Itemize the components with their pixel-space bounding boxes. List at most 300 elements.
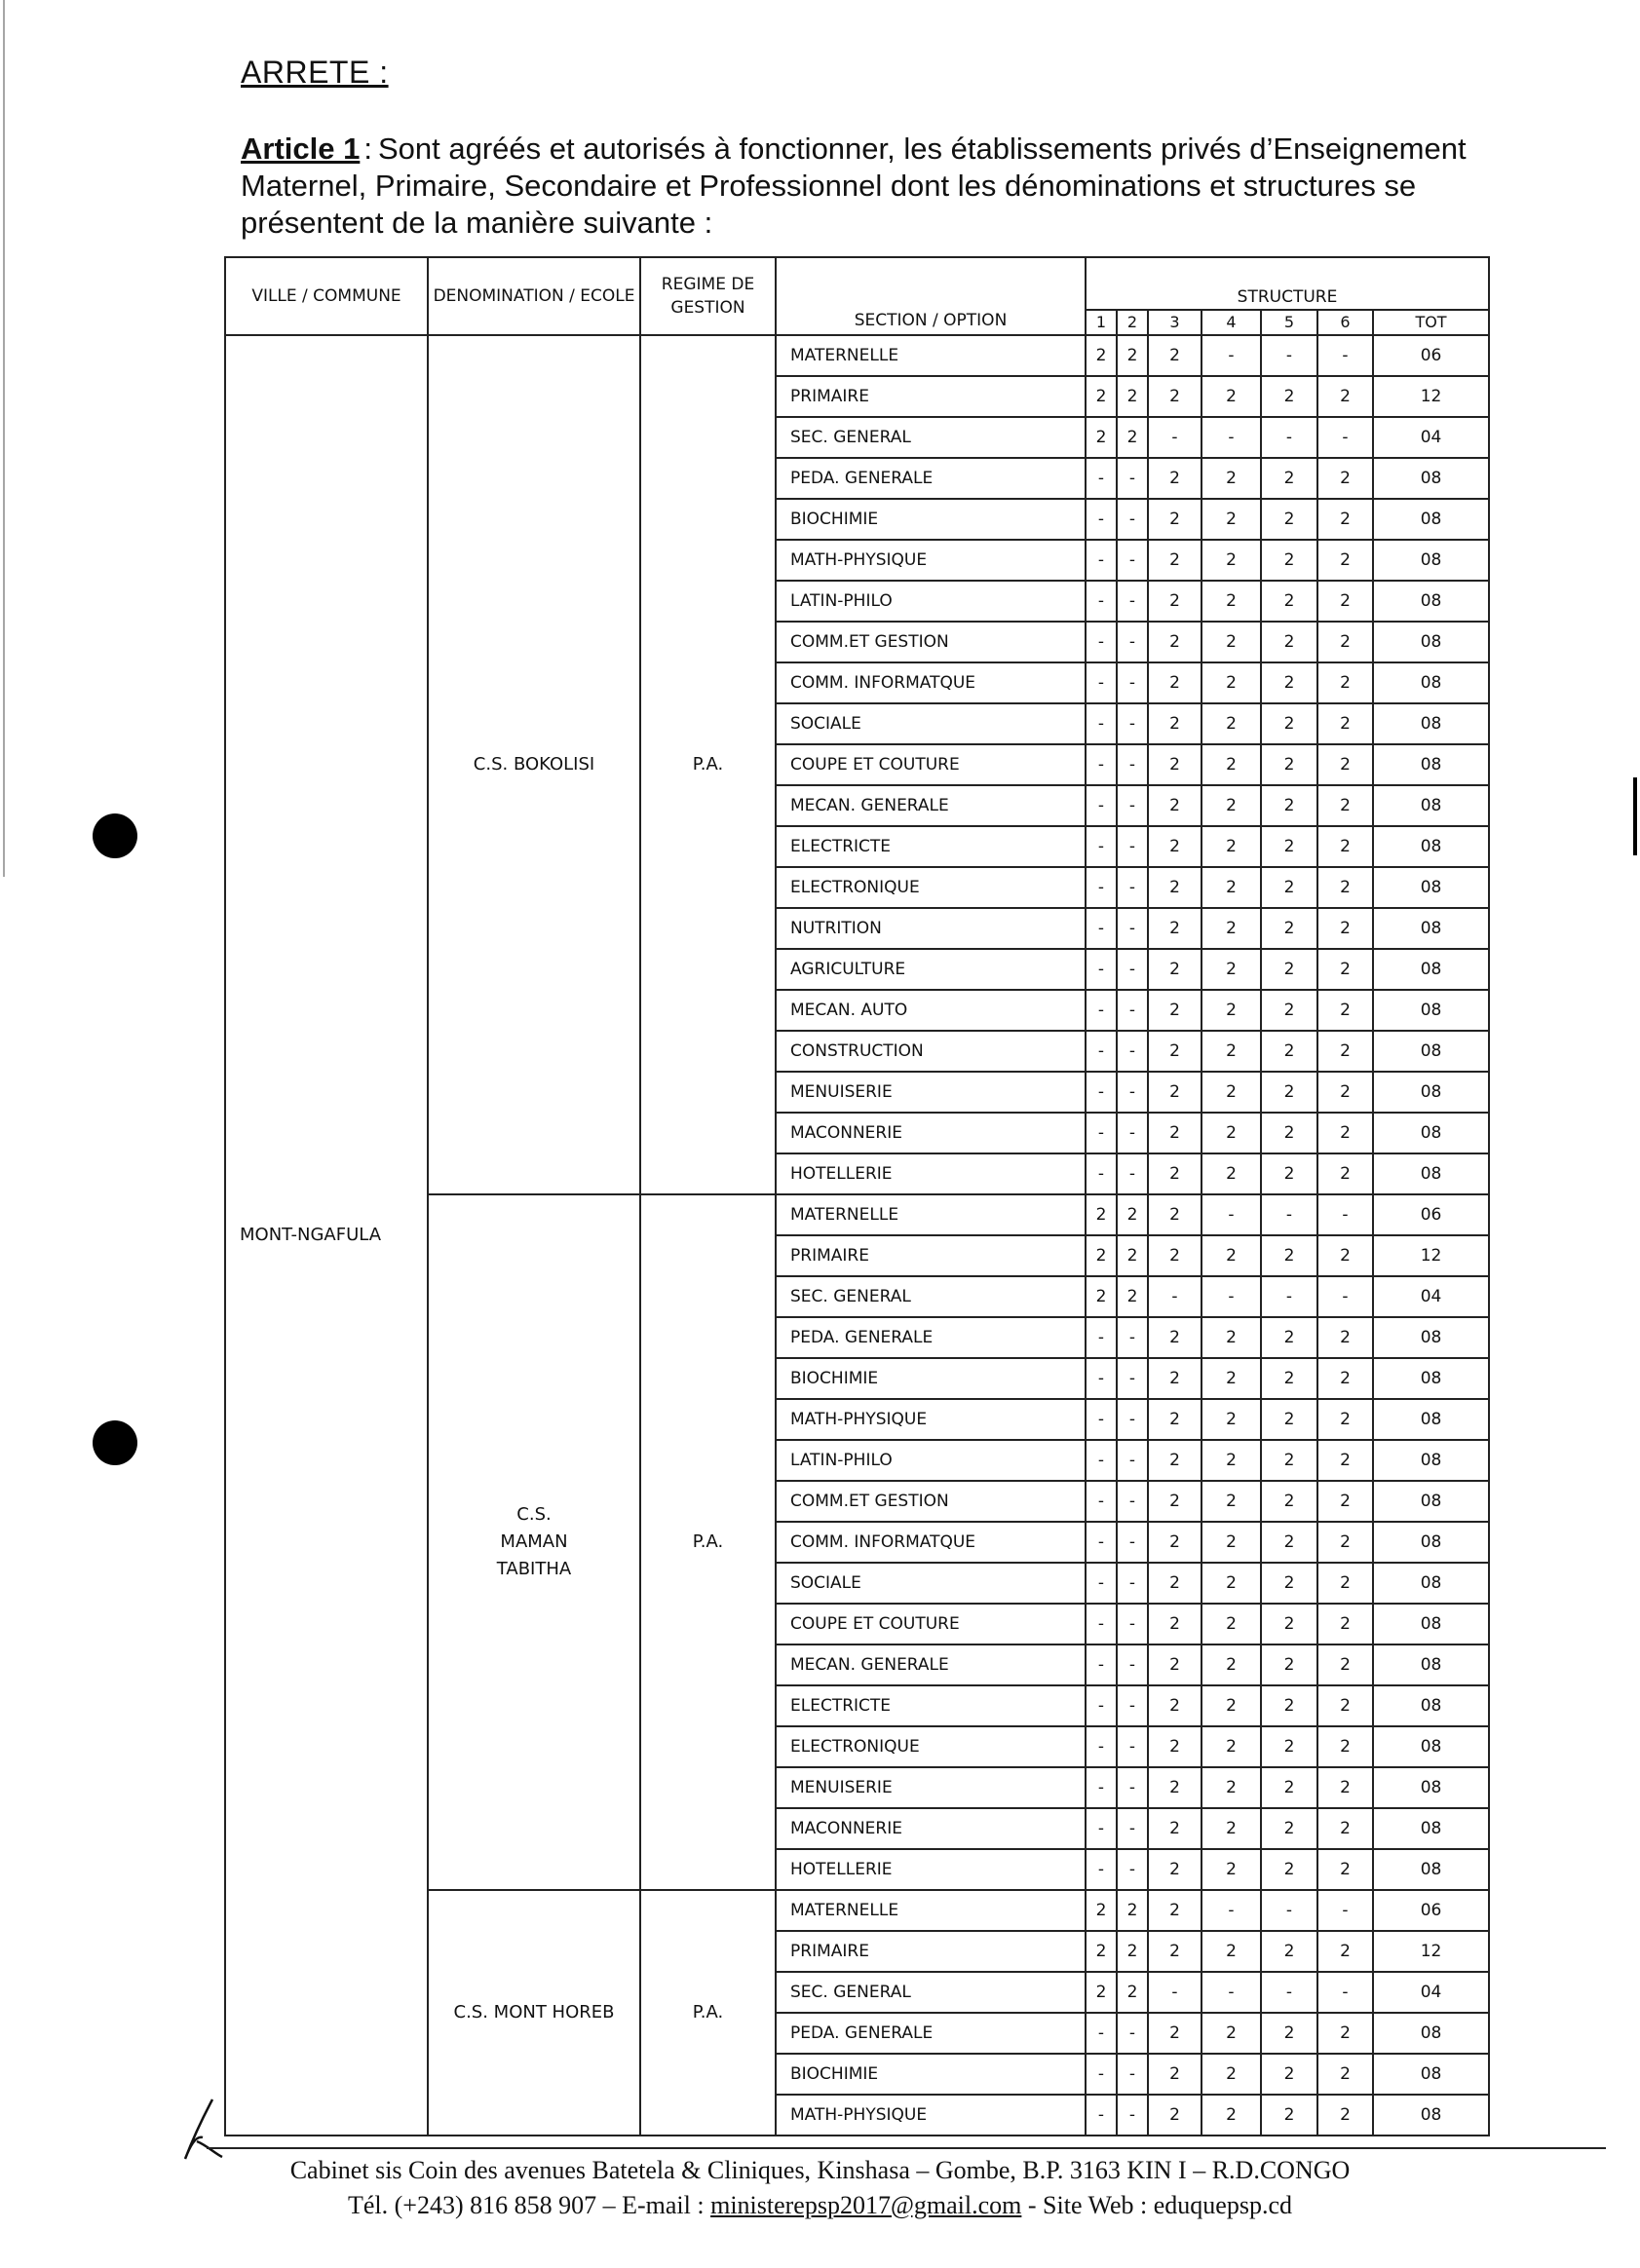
level-cell: -: [1086, 1767, 1117, 1808]
total-cell: 08: [1373, 949, 1489, 990]
level-cell: 2: [1317, 1849, 1373, 1890]
level-cell: 2: [1317, 2095, 1373, 2136]
school-name-cell: C.S. MONT HOREB: [428, 1890, 640, 2136]
level-cell: -: [1086, 1399, 1117, 1440]
section-option-cell: COUPE ET COUTURE: [776, 744, 1086, 785]
level-cell: -: [1086, 2013, 1117, 2054]
level-cell: 2: [1148, 1563, 1201, 1604]
section-option-cell: SEC. GENERAL: [776, 1276, 1086, 1317]
level-cell: -: [1117, 908, 1148, 949]
level-cell: 2: [1086, 1194, 1117, 1235]
level-cell: 2: [1148, 1726, 1201, 1767]
level-cell: 2: [1261, 581, 1317, 622]
level-cell: -: [1086, 785, 1117, 826]
level-cell: 2: [1201, 1358, 1261, 1399]
level-cell: -: [1261, 1276, 1317, 1317]
level-cell: 2: [1148, 1522, 1201, 1563]
level-cell: 2: [1201, 499, 1261, 540]
level-cell: 2: [1317, 867, 1373, 908]
level-cell: 2: [1317, 1440, 1373, 1481]
level-cell: -: [1086, 1726, 1117, 1767]
level-cell: 2: [1201, 949, 1261, 990]
header-total: TOT: [1373, 310, 1489, 335]
section-option-cell: BIOCHIMIE: [776, 1358, 1086, 1399]
level-cell: 2: [1317, 1522, 1373, 1563]
level-cell: 2: [1148, 908, 1201, 949]
level-cell: -: [1086, 1072, 1117, 1113]
level-cell: -: [1317, 1194, 1373, 1235]
total-cell: 04: [1373, 417, 1489, 458]
level-cell: 2: [1261, 949, 1317, 990]
level-cell: -: [1261, 1890, 1317, 1931]
total-cell: 08: [1373, 1440, 1489, 1481]
level-cell: 2: [1148, 1113, 1201, 1153]
section-option-cell: MATH-PHYSIQUE: [776, 2095, 1086, 2136]
level-cell: -: [1117, 1563, 1148, 1604]
level-cell: -: [1086, 1808, 1117, 1849]
level-cell: 2: [1317, 1767, 1373, 1808]
level-cell: 2: [1317, 785, 1373, 826]
footer-address: Cabinet sis Coin des avenues Batetela & Cliniques, Kinshasa – Gombe, B.P. 3163 KIN I – R.D.CONGO: [289, 2156, 1351, 2184]
level-cell: 2: [1317, 1726, 1373, 1767]
section-option-cell: MATERNELLE: [776, 1194, 1086, 1235]
level-cell: 2: [1261, 1931, 1317, 1972]
level-cell: 2: [1148, 990, 1201, 1031]
level-cell: 2: [1261, 662, 1317, 703]
section-option-cell: CONSTRUCTION: [776, 1031, 1086, 1072]
total-cell: 12: [1373, 1235, 1489, 1276]
section-option-cell: SEC. GENERAL: [776, 1972, 1086, 2013]
level-cell: -: [1117, 785, 1148, 826]
level-cell: 2: [1317, 1563, 1373, 1604]
section-option-cell: SOCIALE: [776, 1563, 1086, 1604]
level-cell: -: [1086, 949, 1117, 990]
level-cell: -: [1117, 949, 1148, 990]
level-cell: 2: [1261, 1440, 1317, 1481]
level-cell: -: [1117, 1440, 1148, 1481]
level-cell: -: [1317, 1890, 1373, 1931]
total-cell: 08: [1373, 744, 1489, 785]
level-cell: 2: [1201, 867, 1261, 908]
header-structure: STRUCTURE: [1086, 257, 1489, 310]
level-cell: -: [1117, 1358, 1148, 1399]
section-option-cell: COUPE ET COUTURE: [776, 1604, 1086, 1644]
header-level: 1: [1086, 310, 1117, 335]
regime-cell: P.A.: [640, 1194, 776, 1890]
level-cell: -: [1117, 1767, 1148, 1808]
level-cell: 2: [1148, 335, 1201, 376]
level-cell: -: [1117, 1113, 1148, 1153]
level-cell: 2: [1148, 1604, 1201, 1644]
level-cell: 2: [1261, 785, 1317, 826]
level-cell: 2: [1317, 662, 1373, 703]
level-cell: 2: [1317, 1317, 1373, 1358]
level-cell: -: [1261, 1972, 1317, 2013]
section-option-cell: SOCIALE: [776, 703, 1086, 744]
level-cell: -: [1117, 2013, 1148, 2054]
level-cell: 2: [1317, 1399, 1373, 1440]
level-cell: 2: [1148, 1481, 1201, 1522]
header-level: 3: [1148, 310, 1201, 335]
level-cell: 2: [1317, 1031, 1373, 1072]
level-cell: 2: [1261, 1481, 1317, 1522]
level-cell: 2: [1317, 1644, 1373, 1685]
level-cell: 2: [1317, 703, 1373, 744]
level-cell: 2: [1086, 417, 1117, 458]
level-cell: -: [1086, 1440, 1117, 1481]
level-cell: 2: [1148, 1235, 1201, 1276]
level-cell: 2: [1261, 1235, 1317, 1276]
total-cell: 08: [1373, 1849, 1489, 1890]
section-option-cell: MECAN. GENERALE: [776, 785, 1086, 826]
level-cell: 2: [1261, 376, 1317, 417]
header-section: SECTION / OPTION: [776, 257, 1086, 335]
total-cell: 08: [1373, 1481, 1489, 1522]
section-option-cell: PRIMAIRE: [776, 376, 1086, 417]
level-cell: 2: [1148, 1931, 1201, 1972]
level-cell: 2: [1201, 376, 1261, 417]
level-cell: 2: [1261, 2095, 1317, 2136]
level-cell: -: [1117, 1153, 1148, 1194]
level-cell: 2: [1117, 1194, 1148, 1235]
level-cell: 2: [1261, 1604, 1317, 1644]
article-1: Article 1 : Sont agréés et autorisés à fonctionner, les établissements privés d’Enseignement Maternel, Primaire, Secondaire et Professionnel dont les dénominations et structures se présentent de la manière suivante :: [241, 132, 1467, 240]
level-cell: 2: [1261, 867, 1317, 908]
level-cell: 2: [1201, 1931, 1261, 1972]
level-cell: 2: [1261, 908, 1317, 949]
level-cell: -: [1261, 417, 1317, 458]
section-option-cell: COMM. INFORMATQUE: [776, 662, 1086, 703]
level-cell: 2: [1148, 499, 1201, 540]
total-cell: 08: [1373, 2095, 1489, 2136]
level-cell: 2: [1317, 1931, 1373, 1972]
header-regime: REGIME DE GESTION: [640, 257, 776, 335]
level-cell: 2: [1261, 622, 1317, 662]
section-option-cell: ELECTRICTE: [776, 1685, 1086, 1726]
footer-email-link[interactable]: ministerepsp2017@gmail.com: [710, 2191, 1022, 2219]
section-option-cell: LATIN-PHILO: [776, 1440, 1086, 1481]
total-cell: 08: [1373, 1726, 1489, 1767]
total-cell: 08: [1373, 622, 1489, 662]
level-cell: -: [1086, 1481, 1117, 1522]
total-cell: 08: [1373, 908, 1489, 949]
total-cell: 04: [1373, 1972, 1489, 2013]
level-cell: 2: [1261, 1153, 1317, 1194]
section-option-cell: ELECTRONIQUE: [776, 1726, 1086, 1767]
punch-hole: [93, 1420, 137, 1465]
level-cell: 2: [1148, 662, 1201, 703]
level-cell: -: [1086, 622, 1117, 662]
school-name-line: C.S.: [516, 1504, 552, 1525]
level-cell: -: [1117, 1849, 1148, 1890]
level-cell: -: [1117, 1481, 1148, 1522]
level-cell: 2: [1201, 1604, 1261, 1644]
level-cell: -: [1086, 826, 1117, 867]
table-body: [225, 335, 1489, 2136]
total-cell: 06: [1373, 335, 1489, 376]
section-option-cell: ELECTRONIQUE: [776, 867, 1086, 908]
header-denomination: DENOMINATION / ECOLE: [428, 257, 640, 335]
level-cell: 2: [1148, 1767, 1201, 1808]
level-cell: -: [1086, 908, 1117, 949]
level-cell: 2: [1201, 1113, 1261, 1153]
total-cell: 04: [1373, 1276, 1489, 1317]
level-cell: 2: [1148, 867, 1201, 908]
section-option-cell: MATH-PHYSIQUE: [776, 540, 1086, 581]
header-level: 6: [1317, 310, 1373, 335]
level-cell: -: [1117, 703, 1148, 744]
footer: [0, 2153, 1640, 2223]
level-cell: -: [1086, 540, 1117, 581]
level-cell: 2: [1148, 2013, 1201, 2054]
level-cell: 2: [1317, 499, 1373, 540]
level-cell: -: [1117, 1317, 1148, 1358]
level-cell: 2: [1261, 1399, 1317, 1440]
level-cell: 2: [1086, 1931, 1117, 1972]
level-cell: -: [1086, 1113, 1117, 1153]
section-option-cell: PEDA. GENERALE: [776, 458, 1086, 499]
level-cell: 2: [1201, 1481, 1261, 1522]
header-level: 2: [1117, 310, 1148, 335]
level-cell: 2: [1261, 990, 1317, 1031]
total-cell: 08: [1373, 785, 1489, 826]
level-cell: -: [1086, 1685, 1117, 1726]
total-cell: 08: [1373, 2013, 1489, 2054]
level-cell: -: [1086, 499, 1117, 540]
level-cell: 2: [1148, 1153, 1201, 1194]
section-option-cell: PRIMAIRE: [776, 1235, 1086, 1276]
level-cell: -: [1086, 1849, 1117, 1890]
total-cell: 12: [1373, 1931, 1489, 1972]
level-cell: 2: [1148, 1644, 1201, 1685]
level-cell: -: [1117, 540, 1148, 581]
level-cell: 2: [1261, 1317, 1317, 1358]
level-cell: 2: [1201, 1644, 1261, 1685]
total-cell: 08: [1373, 1153, 1489, 1194]
level-cell: 2: [1317, 1604, 1373, 1644]
level-cell: 2: [1317, 826, 1373, 867]
level-cell: -: [1261, 1194, 1317, 1235]
school-name-cell: [428, 1194, 640, 1890]
level-cell: 2: [1261, 1563, 1317, 1604]
level-cell: -: [1086, 1317, 1117, 1358]
level-cell: -: [1117, 1644, 1148, 1685]
level-cell: -: [1086, 458, 1117, 499]
level-cell: 2: [1317, 1685, 1373, 1726]
section-option-cell: COMM.ET GESTION: [776, 1481, 1086, 1522]
level-cell: 2: [1261, 1522, 1317, 1563]
level-cell: 2: [1201, 744, 1261, 785]
regime-cell: P.A.: [640, 335, 776, 1194]
section-option-cell: AGRICULTURE: [776, 949, 1086, 990]
total-cell: 08: [1373, 1113, 1489, 1153]
level-cell: -: [1086, 1644, 1117, 1685]
level-cell: 2: [1317, 581, 1373, 622]
level-cell: 2: [1201, 908, 1261, 949]
total-cell: 08: [1373, 540, 1489, 581]
level-cell: -: [1086, 1153, 1117, 1194]
level-cell: -: [1086, 1358, 1117, 1399]
punch-hole: [93, 813, 137, 858]
level-cell: 2: [1261, 744, 1317, 785]
total-cell: 12: [1373, 376, 1489, 417]
total-cell: 08: [1373, 867, 1489, 908]
level-cell: 2: [1201, 826, 1261, 867]
level-cell: -: [1117, 458, 1148, 499]
level-cell: 2: [1317, 1072, 1373, 1113]
level-cell: 2: [1201, 1440, 1261, 1481]
section-option-cell: ELECTRICTE: [776, 826, 1086, 867]
level-cell: 2: [1261, 1767, 1317, 1808]
level-cell: 2: [1261, 540, 1317, 581]
level-cell: 2: [1317, 908, 1373, 949]
school-name-cell: C.S. BOKOLISI: [428, 335, 640, 1194]
level-cell: -: [1086, 1563, 1117, 1604]
level-cell: 2: [1086, 1276, 1117, 1317]
level-cell: -: [1086, 581, 1117, 622]
footer-rule: [207, 2147, 1606, 2149]
level-cell: 2: [1201, 1808, 1261, 1849]
section-option-cell: PRIMAIRE: [776, 1931, 1086, 1972]
school-name-line: TABITHA: [496, 1559, 572, 1579]
total-cell: 08: [1373, 1399, 1489, 1440]
level-cell: -: [1117, 499, 1148, 540]
level-cell: 2: [1317, 376, 1373, 417]
total-cell: 08: [1373, 703, 1489, 744]
level-cell: 2: [1201, 622, 1261, 662]
level-cell: -: [1148, 1276, 1201, 1317]
level-cell: -: [1317, 417, 1373, 458]
level-cell: 2: [1201, 2013, 1261, 2054]
level-cell: 2: [1317, 2013, 1373, 2054]
section-option-cell: MATERNELLE: [776, 335, 1086, 376]
level-cell: -: [1086, 662, 1117, 703]
level-cell: -: [1117, 1522, 1148, 1563]
level-cell: 2: [1317, 458, 1373, 499]
section-option-cell: BIOCHIMIE: [776, 2054, 1086, 2095]
level-cell: 2: [1201, 785, 1261, 826]
total-cell: 08: [1373, 990, 1489, 1031]
level-cell: 2: [1261, 458, 1317, 499]
total-cell: 08: [1373, 1317, 1489, 1358]
section-option-cell: MACONNERIE: [776, 1808, 1086, 1849]
level-cell: -: [1117, 867, 1148, 908]
level-cell: 2: [1201, 2095, 1261, 2136]
section-option-cell: PEDA. GENERALE: [776, 1317, 1086, 1358]
level-cell: 2: [1261, 826, 1317, 867]
level-cell: 2: [1148, 826, 1201, 867]
level-cell: 2: [1148, 581, 1201, 622]
level-cell: -: [1117, 1604, 1148, 1644]
level-cell: -: [1086, 1522, 1117, 1563]
level-cell: 2: [1148, 622, 1201, 662]
section-option-cell: SEC. GENERAL: [776, 417, 1086, 458]
level-cell: 2: [1201, 2054, 1261, 2095]
school-name-line: MAMAN: [500, 1531, 568, 1552]
level-cell: 2: [1201, 581, 1261, 622]
level-cell: 2: [1086, 376, 1117, 417]
level-cell: 2: [1148, 540, 1201, 581]
scan-edge-mark: [1633, 777, 1637, 855]
level-cell: 2: [1317, 949, 1373, 990]
level-cell: 2: [1317, 1358, 1373, 1399]
level-cell: 2: [1201, 1072, 1261, 1113]
level-cell: -: [1117, 662, 1148, 703]
level-cell: 2: [1201, 990, 1261, 1031]
level-cell: 2: [1201, 703, 1261, 744]
level-cell: -: [1148, 417, 1201, 458]
section-option-cell: MACONNERIE: [776, 1113, 1086, 1153]
level-cell: -: [1086, 867, 1117, 908]
total-cell: 08: [1373, 458, 1489, 499]
section-option-cell: HOTELLERIE: [776, 1153, 1086, 1194]
article-label: Article 1: [241, 132, 361, 166]
level-cell: 2: [1261, 499, 1317, 540]
level-cell: 2: [1148, 1890, 1201, 1931]
section-option-cell: MECAN. GENERALE: [776, 1644, 1086, 1685]
level-cell: -: [1317, 1276, 1373, 1317]
level-cell: 2: [1148, 1440, 1201, 1481]
level-cell: 2: [1148, 2054, 1201, 2095]
level-cell: 2: [1148, 1685, 1201, 1726]
level-cell: 2: [1201, 1235, 1261, 1276]
level-cell: 2: [1261, 1726, 1317, 1767]
decree-heading: ARRETE :: [241, 55, 389, 90]
level-cell: -: [1317, 1972, 1373, 2013]
level-cell: 2: [1261, 2013, 1317, 2054]
total-cell: 08: [1373, 1685, 1489, 1726]
level-cell: 2: [1201, 1767, 1261, 1808]
level-cell: -: [1117, 1808, 1148, 1849]
total-cell: 08: [1373, 826, 1489, 867]
total-cell: 08: [1373, 581, 1489, 622]
level-cell: 2: [1148, 1399, 1201, 1440]
level-cell: 2: [1317, 1481, 1373, 1522]
section-option-cell: PEDA. GENERALE: [776, 2013, 1086, 2054]
level-cell: -: [1117, 1685, 1148, 1726]
level-cell: 2: [1148, 1031, 1201, 1072]
level-cell: -: [1201, 417, 1261, 458]
total-cell: 08: [1373, 662, 1489, 703]
level-cell: -: [1086, 2095, 1117, 2136]
level-cell: -: [1117, 2095, 1148, 2136]
section-option-cell: MENUISERIE: [776, 1767, 1086, 1808]
level-cell: 2: [1201, 1563, 1261, 1604]
level-cell: -: [1261, 335, 1317, 376]
level-cell: 2: [1148, 1072, 1201, 1113]
level-cell: 2: [1317, 2054, 1373, 2095]
level-cell: 2: [1261, 703, 1317, 744]
section-option-cell: MATH-PHYSIQUE: [776, 1399, 1086, 1440]
level-cell: 2: [1086, 1972, 1117, 2013]
level-cell: -: [1201, 1972, 1261, 2013]
level-cell: -: [1117, 826, 1148, 867]
total-cell: 06: [1373, 1890, 1489, 1931]
level-cell: -: [1117, 1072, 1148, 1113]
ville-commune-cell: MONT-NGAFULA: [225, 335, 428, 2136]
level-cell: 2: [1317, 990, 1373, 1031]
level-cell: -: [1117, 1399, 1148, 1440]
level-cell: 2: [1317, 1235, 1373, 1276]
section-option-cell: LATIN-PHILO: [776, 581, 1086, 622]
total-cell: 08: [1373, 2054, 1489, 2095]
level-cell: 2: [1086, 335, 1117, 376]
level-cell: 2: [1148, 376, 1201, 417]
level-cell: -: [1117, 2054, 1148, 2095]
level-cell: 2: [1201, 662, 1261, 703]
level-cell: 2: [1201, 1153, 1261, 1194]
level-cell: -: [1086, 2054, 1117, 2095]
